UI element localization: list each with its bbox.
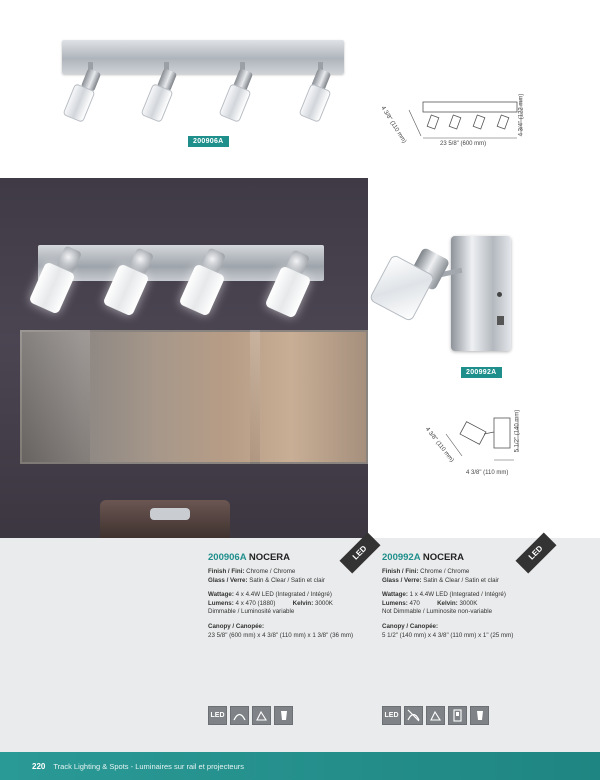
wattage-line: Wattage: 4 x 4.4W LED (Integrated / Intégré) bbox=[208, 591, 332, 599]
section-title: Track Lighting & Spots - Luminaires sur rail et projecteurs bbox=[53, 761, 244, 771]
mirror-reflection bbox=[250, 330, 260, 464]
faucet-image bbox=[150, 508, 190, 520]
screw-icon bbox=[497, 292, 502, 297]
top-product-area bbox=[0, 0, 600, 178]
glass-line: Glass / Verre: Satin & Clear / Satin et clair bbox=[208, 576, 325, 584]
dim-depth: 4 3/8" (110 mm) bbox=[379, 105, 407, 145]
glass-line-2: Glass / Verre: Satin & Clear / Satin et clair bbox=[382, 576, 499, 584]
spec-block-200992a bbox=[382, 552, 562, 640]
dim-height: 4 3/4" (122 mm) bbox=[518, 93, 525, 137]
page-number: 220 bbox=[32, 761, 46, 771]
dimmable-line-2: Not Dimmable / Luminosite non-variable bbox=[382, 608, 493, 616]
led-icon-2: LED bbox=[382, 706, 401, 725]
finish-line: Finish / Fini: Chrome / Chrome bbox=[208, 568, 296, 575]
product-code-2: 200992A bbox=[382, 552, 421, 563]
feature-icons bbox=[208, 706, 293, 725]
dimension-diagram-top bbox=[395, 88, 535, 160]
canopy-line-2: 5 1/2" (140 mm) x 4 3/8" (110 mm) x 1" (25 mm) bbox=[382, 631, 514, 639]
dimmable-icon bbox=[230, 706, 249, 725]
spot-glass-image bbox=[140, 83, 173, 123]
lumens-line-2: Lumens: 470 Kelvin: 3000K bbox=[382, 599, 478, 607]
track-canopy-image bbox=[62, 40, 344, 74]
spec-panel bbox=[0, 538, 600, 752]
product-title-2 bbox=[382, 552, 562, 563]
spot-glass-image bbox=[218, 83, 251, 123]
feature-icons-2 bbox=[382, 706, 489, 725]
dim-height-2: 5 1/2" (140 mm) bbox=[514, 409, 521, 453]
wall-plate-image bbox=[451, 236, 511, 351]
page-footer bbox=[0, 752, 600, 780]
spot-glass-image bbox=[62, 83, 95, 123]
mirror-image bbox=[20, 330, 368, 464]
spot-glass-image bbox=[298, 83, 331, 123]
finish-line-2: Finish / Fini: Chrome / Chrome bbox=[382, 568, 470, 575]
glass-icon bbox=[274, 706, 293, 725]
mirror-reflection bbox=[20, 330, 90, 464]
product-tag: 200906A bbox=[188, 136, 229, 147]
product-tag-2: 200992A bbox=[461, 367, 502, 378]
lumens-line: Lumens: 4 x 470 (1880) Kelvin: 3000K bbox=[208, 599, 333, 607]
adjustable-icon-2 bbox=[426, 706, 445, 725]
led-icon: LED bbox=[208, 706, 227, 725]
canopy-label: Canopy / Canopée: bbox=[208, 622, 265, 630]
switch-icon bbox=[497, 316, 504, 325]
dimmable-line: Dimmable / Luminosité variable bbox=[208, 608, 295, 616]
dim-width: 23 5/8" (600 mm) bbox=[440, 141, 487, 147]
adjustable-icon bbox=[252, 706, 271, 725]
wattage-line-2: Wattage: 1 x 4.4W LED (Integrated / Intégré) bbox=[382, 591, 506, 599]
product-name: NOCERA bbox=[248, 552, 291, 563]
dim-depth-2: 4 3/8" (110 mm) bbox=[423, 426, 455, 464]
dim-width-2: 4 3/8" (110 mm) bbox=[466, 470, 509, 476]
not-dimmable-icon bbox=[404, 706, 423, 725]
glass-icon-2 bbox=[470, 706, 489, 725]
canopy-line: 23 5/8" (600 mm) x 4 3/8" (110 mm) x 1 3/8" (36 mm) bbox=[208, 631, 354, 639]
canopy-label-2: Canopy / Canopée: bbox=[382, 622, 439, 630]
switch-icon-2 bbox=[448, 706, 467, 725]
product-name-2: NOCERA bbox=[422, 552, 465, 563]
product-code: 200906A bbox=[208, 552, 247, 563]
led-badge: LED bbox=[339, 532, 380, 573]
bathroom-photo bbox=[0, 178, 368, 538]
product-title bbox=[208, 552, 388, 563]
led-badge-2: LED bbox=[515, 532, 556, 573]
spec-block-200906a bbox=[208, 552, 388, 640]
